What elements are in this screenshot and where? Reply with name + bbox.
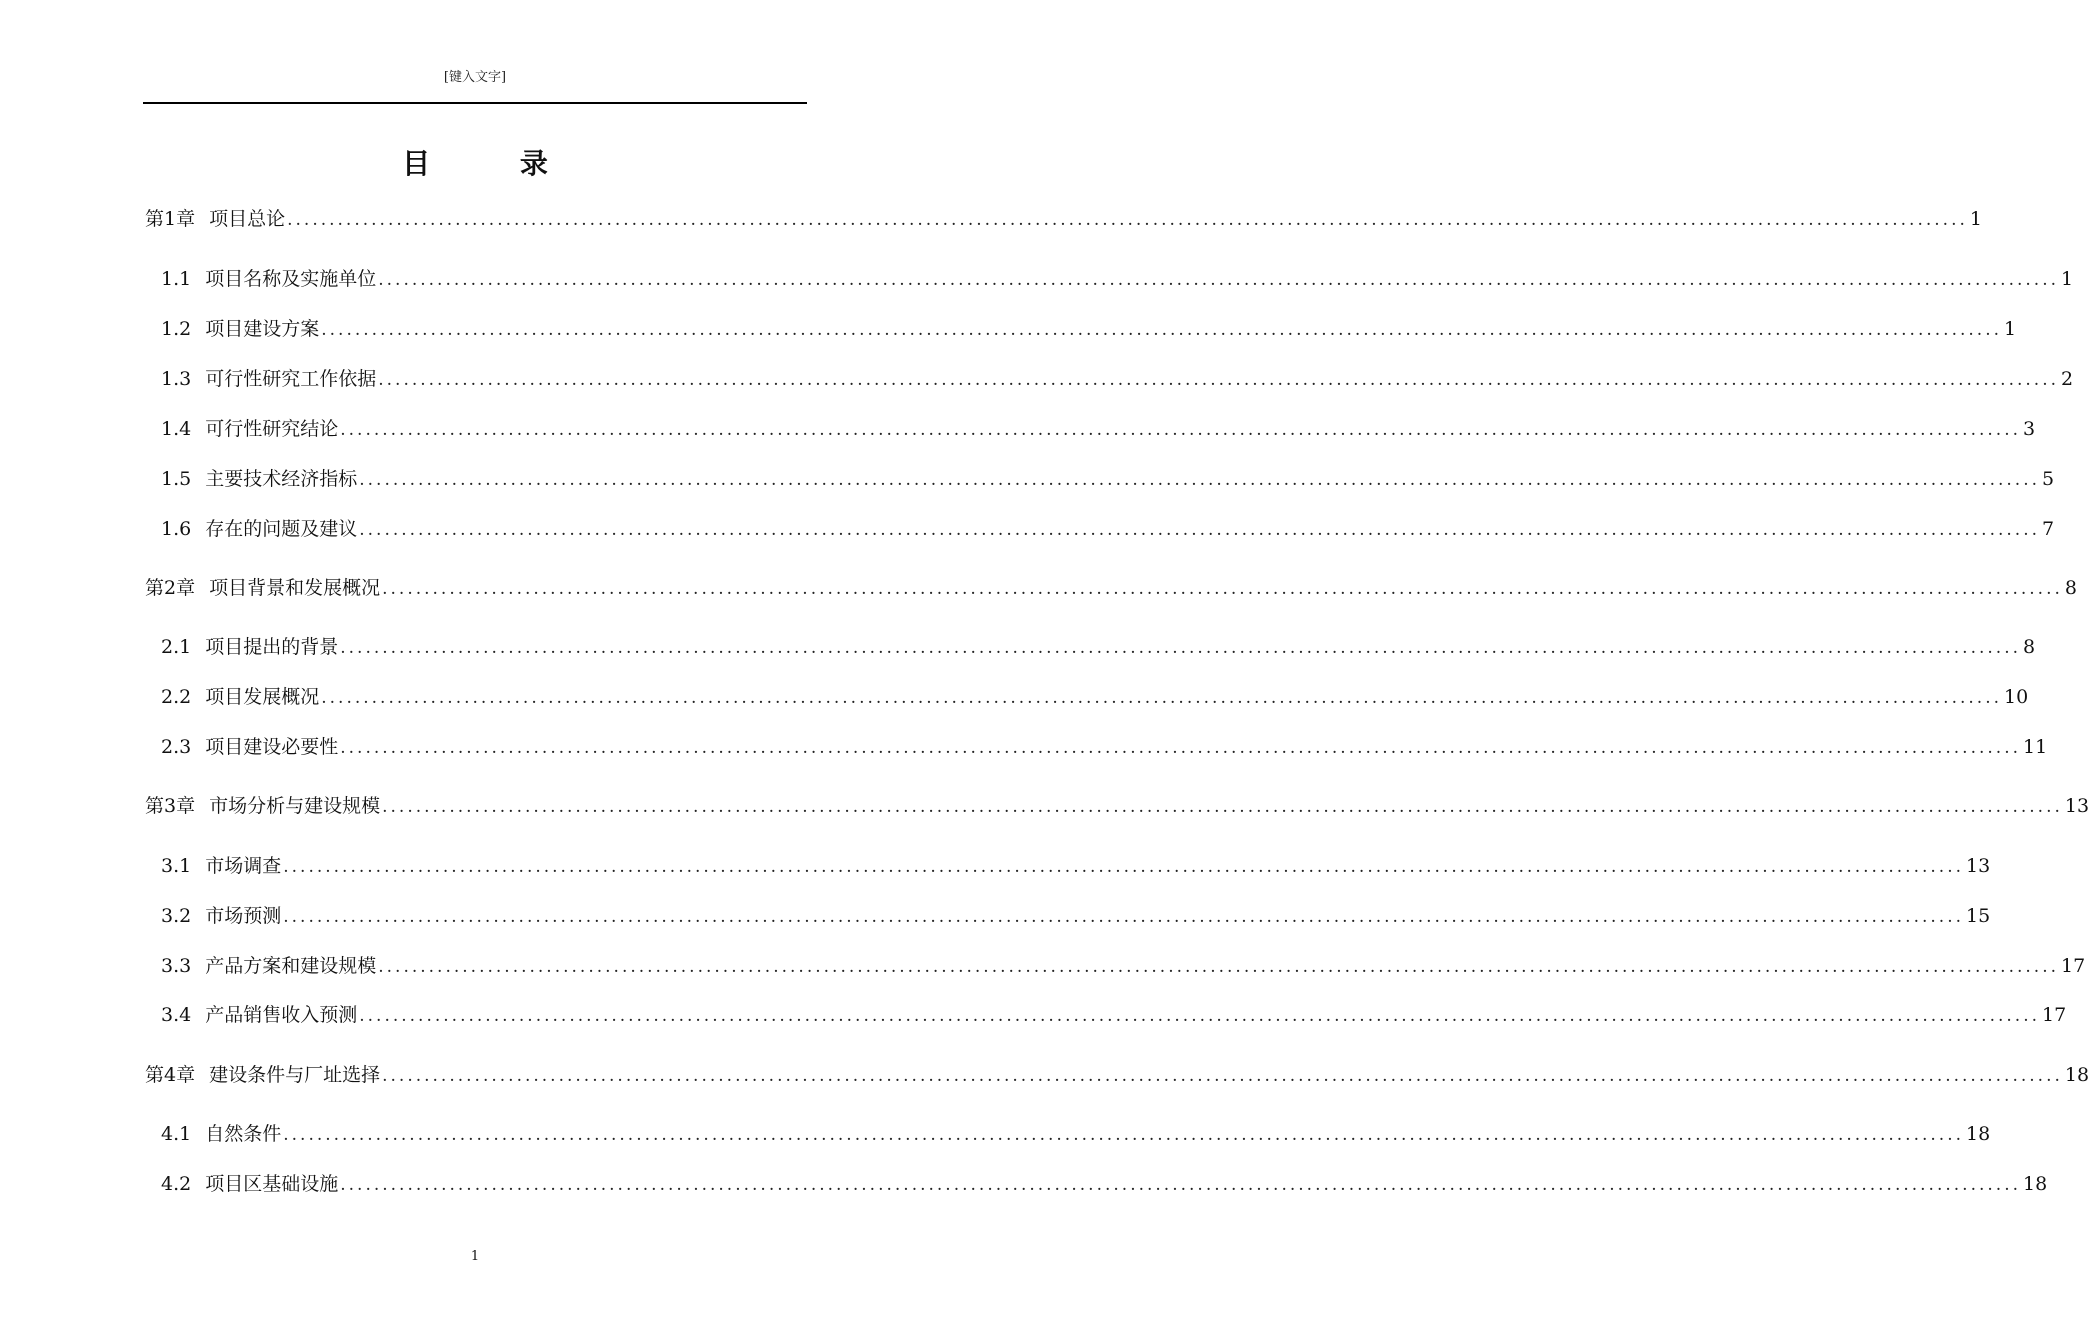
entry-title: 产品销售收入预测 xyxy=(205,1004,358,1026)
entry-number: 第4章 xyxy=(145,1064,196,1086)
entry-number: 2.3 xyxy=(161,736,192,758)
dot-leader: ........................................................................................................................................................................................................ xyxy=(283,907,1964,927)
entry-title: 建设条件与厂址选择 xyxy=(209,1064,381,1086)
entry-page-number: 1 xyxy=(1969,208,1982,230)
entry-page-number: 18 xyxy=(2023,1173,2048,1195)
dot-leader: ........................................................................................................................................................................................................ xyxy=(321,688,2002,708)
entry-page-number: 17 xyxy=(2042,1004,2067,1026)
entry-page-number: 8 xyxy=(2023,636,2036,658)
entry-title: 存在的问题及建议 xyxy=(205,518,358,540)
toc-section-entry[interactable] xyxy=(161,514,2055,544)
toc-section-entry[interactable] xyxy=(161,682,2029,712)
toc-section-entry[interactable] xyxy=(161,364,2074,394)
entry-title: 项目背景和发展概况 xyxy=(209,577,381,599)
header-text: [键入文字] xyxy=(443,70,507,85)
entry-title: 项目区基础设施 xyxy=(205,1173,339,1195)
entry-number: 2.2 xyxy=(161,686,192,708)
page-number: 1 xyxy=(470,1249,480,1264)
entry-page-number: 5 xyxy=(2042,468,2055,490)
toc-section-entry[interactable] xyxy=(161,464,2055,494)
entry-number: 第3章 xyxy=(145,795,196,817)
entry-number: 1.2 xyxy=(161,318,192,340)
dot-leader: ........................................................................................................................................................................................................ xyxy=(283,857,1964,877)
toc-section-entry[interactable] xyxy=(161,732,2048,762)
toc-section-entry[interactable] xyxy=(161,632,2036,662)
dot-leader: ........................................................................................................................................................................................................ xyxy=(382,579,2063,599)
dot-leader: ........................................................................................................................................................................................................ xyxy=(378,370,2059,390)
entry-number: 1.6 xyxy=(161,518,192,540)
dot-leader: ........................................................................................................................................................................................................ xyxy=(382,1066,2063,1086)
entry-title: 市场分析与建设规模 xyxy=(209,795,381,817)
entry-title: 可行性研究结论 xyxy=(205,418,339,440)
entry-number: 第2章 xyxy=(145,577,196,599)
toc-chapter-entry[interactable] xyxy=(145,791,2089,821)
entry-page-number: 11 xyxy=(2023,736,2048,758)
entry-title: 市场调查 xyxy=(205,855,282,877)
toc-section-entry[interactable] xyxy=(161,414,2036,444)
dot-leader: ........................................................................................................................................................................................................ xyxy=(283,1125,1964,1145)
toc-chapter-entry[interactable] xyxy=(145,204,1982,234)
toc-section-entry[interactable] xyxy=(161,901,1991,931)
dot-leader: ........................................................................................................................................................................................................ xyxy=(340,1175,2021,1195)
entry-number: 第1章 xyxy=(145,208,196,230)
toc-section-entry[interactable] xyxy=(161,1169,2048,1199)
dot-leader: ........................................................................................................................................................................................................ xyxy=(340,738,2021,758)
toc-chapter-entry[interactable] xyxy=(145,1060,2089,1090)
entry-number: 4.1 xyxy=(161,1123,192,1145)
entry-number: 3.2 xyxy=(161,905,192,927)
entry-page-number: 7 xyxy=(2042,518,2055,540)
toc-title: 目 录 xyxy=(402,147,588,180)
entry-page-number: 18 xyxy=(2064,1064,2089,1086)
entry-page-number: 8 xyxy=(2064,577,2077,599)
dot-leader: ........................................................................................................................................................................................................ xyxy=(382,797,2063,817)
entry-page-number: 17 xyxy=(2061,955,2086,977)
entry-title: 项目建设必要性 xyxy=(205,736,339,758)
entry-number: 3.3 xyxy=(161,955,192,977)
dot-leader: ........................................................................................................................................................................................................ xyxy=(359,470,2040,490)
entry-page-number: 10 xyxy=(2004,686,2029,708)
entry-title: 项目建设方案 xyxy=(205,318,320,340)
dot-leader: ........................................................................................................................................................................................................ xyxy=(321,320,2002,340)
entry-page-number: 18 xyxy=(1966,1123,1991,1145)
entry-title: 产品方案和建设规模 xyxy=(205,955,377,977)
entry-title: 项目总论 xyxy=(209,208,286,230)
entry-number: 3.1 xyxy=(161,855,192,877)
entry-page-number: 3 xyxy=(2023,418,2036,440)
entry-title: 项目名称及实施单位 xyxy=(205,268,377,290)
dot-leader: ........................................................................................................................................................................................................ xyxy=(287,210,1968,230)
entry-number: 2.1 xyxy=(161,636,192,658)
entry-title: 主要技术经济指标 xyxy=(205,468,358,490)
entry-number: 3.4 xyxy=(161,1004,192,1026)
toc-section-entry[interactable] xyxy=(161,951,2086,981)
entry-title: 项目提出的背景 xyxy=(205,636,339,658)
entry-number: 1.1 xyxy=(161,268,192,290)
toc-section-entry[interactable] xyxy=(161,264,2074,294)
dot-leader: ........................................................................................................................................................................................................ xyxy=(359,520,2040,540)
dot-leader: ........................................................................................................................................................................................................ xyxy=(378,957,2059,977)
dot-leader: ........................................................................................................................................................................................................ xyxy=(340,638,2021,658)
dot-leader: ........................................................................................................................................................................................................ xyxy=(378,270,2059,290)
entry-title: 可行性研究工作依据 xyxy=(205,368,377,390)
entry-page-number: 1 xyxy=(2061,268,2074,290)
entry-page-number: 15 xyxy=(1966,905,1991,927)
entry-page-number: 13 xyxy=(2064,795,2089,817)
toc-chapter-entry[interactable] xyxy=(145,573,2077,603)
entry-title: 市场预测 xyxy=(205,905,282,927)
entry-number: 1.4 xyxy=(161,418,192,440)
dot-leader: ........................................................................................................................................................................................................ xyxy=(359,1006,2040,1026)
entry-page-number: 1 xyxy=(2004,318,2017,340)
entry-title: 项目发展概况 xyxy=(205,686,320,708)
entry-number: 4.2 xyxy=(161,1173,192,1195)
entry-page-number: 2 xyxy=(2061,368,2074,390)
toc-section-entry[interactable] xyxy=(161,1000,2067,1030)
entry-page-number: 13 xyxy=(1966,855,1991,877)
header-rule xyxy=(143,102,807,104)
entry-number: 1.3 xyxy=(161,368,192,390)
entry-title: 自然条件 xyxy=(205,1123,282,1145)
dot-leader: ........................................................................................................................................................................................................ xyxy=(340,420,2021,440)
toc-section-entry[interactable] xyxy=(161,314,2017,344)
toc-section-entry[interactable] xyxy=(161,851,1991,881)
toc-section-entry[interactable] xyxy=(161,1119,1991,1149)
entry-number: 1.5 xyxy=(161,468,192,490)
